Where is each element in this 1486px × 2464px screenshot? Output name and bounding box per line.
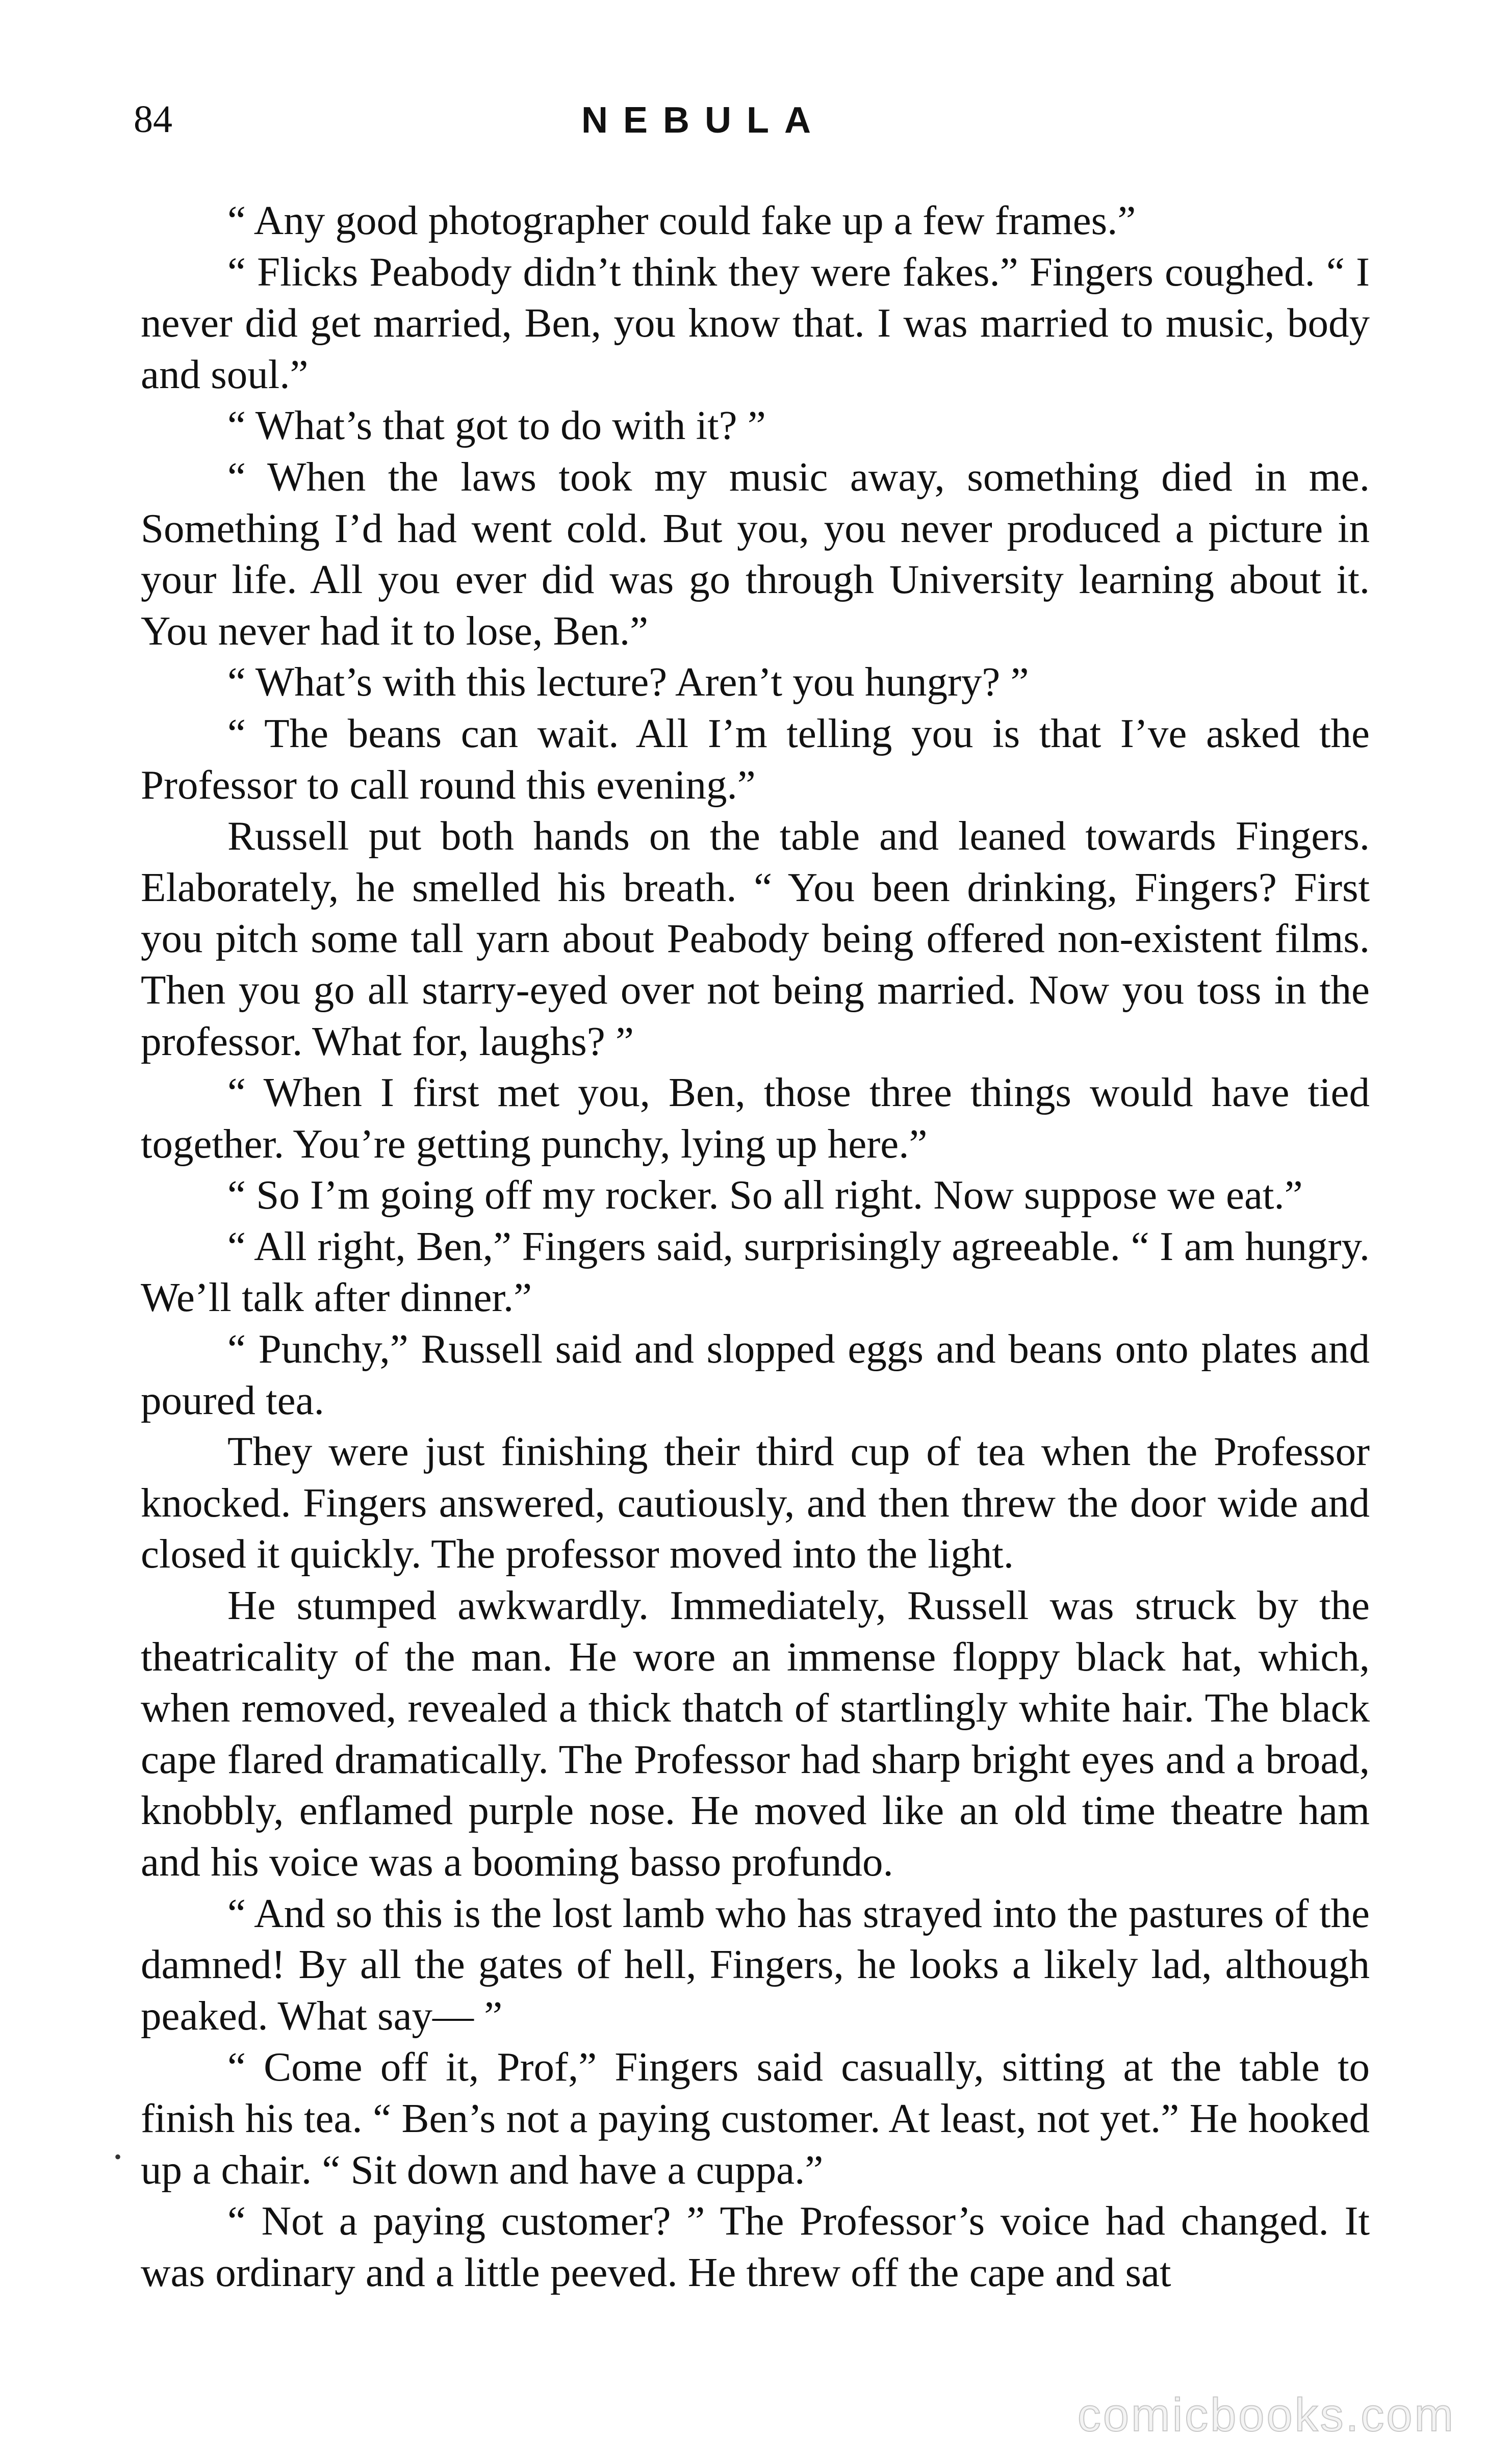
margin-dot-icon: • <box>114 2145 122 2168</box>
paragraph: They were just finishing their third cup of tea when the Professor knocked. Fingers answered, cautiously, and then threw the door wide and closed it quickly. The professor moved into the light. <box>141 1428 1370 1577</box>
paragraph: “ So I’m going off my rocker. So all right. Now suppose we eat.” <box>227 1172 1303 1218</box>
paragraph: “ When I first met you, Ben, those three things would have tied together. You’re getting punchy, lying up here.” <box>141 1069 1370 1167</box>
paragraph: “ Punchy,” Russell said and slopped eggs and beans onto plates and poured tea. <box>141 1326 1370 1423</box>
page-number: 84 <box>134 98 172 141</box>
paragraph: Russell put both hands on the table and leaned towards Fingers. Elaborately, he smelled his breath. “ You been drinking, Fingers? First you pitch some tall yarn about Peabody being offered non-existent films. Then you go all starry-eyed over not being married. Now you toss in the professor. What for, laughs? ” <box>141 813 1370 1064</box>
paragraph: “ What’s with this lecture? Aren’t you hungry? ” <box>227 659 1029 705</box>
paragraph: “ Flicks Peabody didn’t think they were fakes.” Fingers coughed. “ I never did get married, Ben, you know that. I was married to music, body and soul.” <box>141 248 1370 397</box>
paragraph: He stumped awkwardly. Immediately, Russell was struck by the theatricality of the man. He wore an immense floppy black hat, which, when removed, revealed a thick thatch of startlingly white hair. The black cape flared dramatically. The Professor had sharp bright eyes and a broad, knobbly, enflamed purple nose. He moved like an old time theatre ham and his voice was a booming basso profundo. <box>141 1582 1370 1885</box>
paragraph: “ All right, Ben,” Fingers said, surprisingly agreeable. “ I am hungry. We’ll talk after dinner.” <box>141 1223 1370 1321</box>
body-text <box>141 195 1370 2298</box>
paragraph: “ What’s that got to do with it? ” <box>227 402 766 449</box>
paragraph: “ When the laws took my music away, something died in me. Something I’d had went cold. But you, you never produced a picture in your life. All you ever did was go through University learning about it. You never had it to lose, Ben.” <box>141 453 1370 654</box>
paragraph: “ And so this is the lost lamb who has strayed into the pastures of the damned! By all the gates of hell, Fingers, he looks a likely lad, although peaked. What say— ” <box>141 1890 1370 2039</box>
paragraph: “ The beans can wait. All I’m telling you is that I’ve asked the Professor to call round this evening.” <box>141 710 1370 808</box>
paragraph: “ Not a paying customer? ” The Professor’s voice had changed. It was ordinary and a little peeved. He threw off the cape and sat <box>141 2198 1370 2295</box>
watermark: comicbooks.com <box>1077 2389 1455 2441</box>
paragraph: “ Any good photographer could fake up a few frames.” <box>227 197 1136 243</box>
running-title: NEBULA <box>581 100 826 141</box>
paragraph: “ Come off it, Prof,” Fingers said casually, sitting at the table to finish his tea. “ Ben’s not a paying customer. At least, not yet.” He hooked up a chair. “ Sit down and have a cuppa.” <box>141 2044 1370 2193</box>
